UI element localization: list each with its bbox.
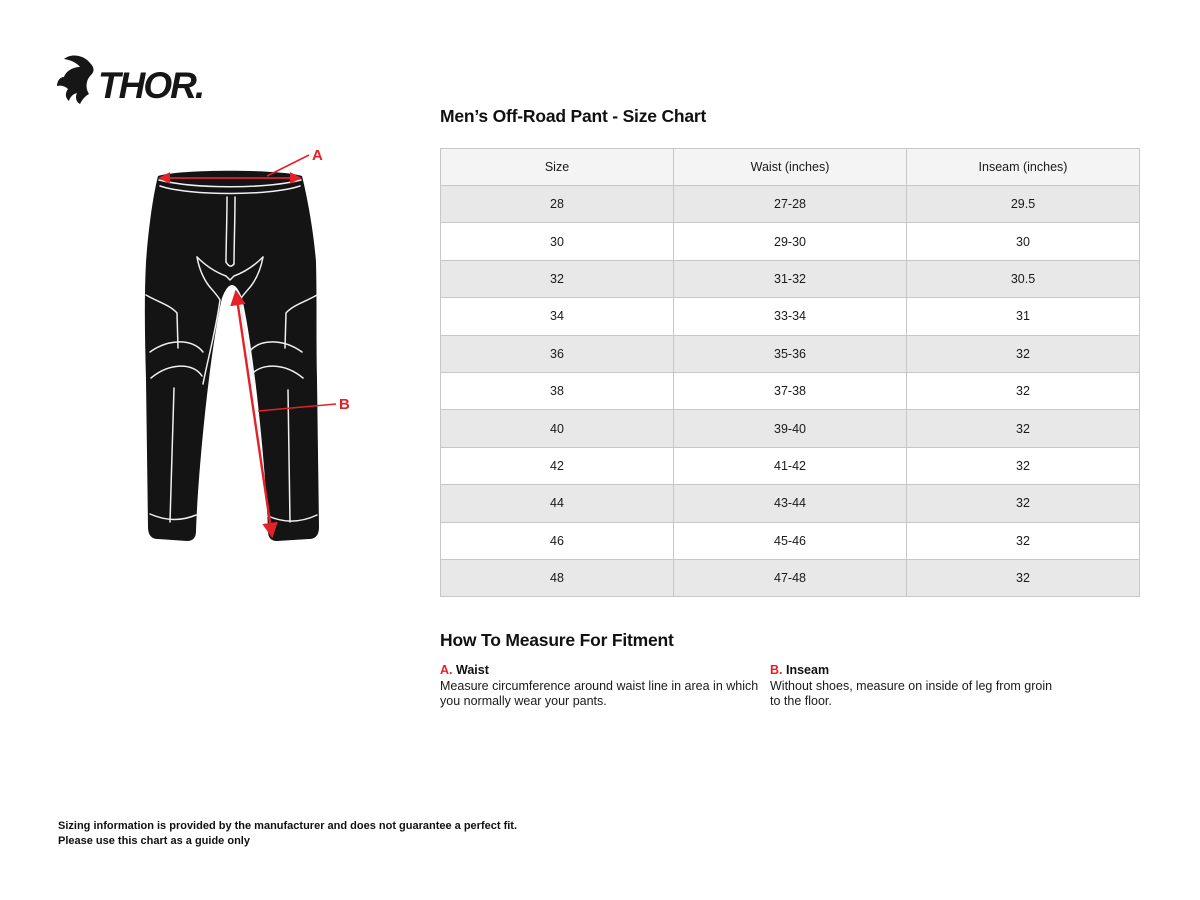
table-cell: 32 [907,372,1140,409]
table-cell: 38 [441,372,674,409]
table-row [441,485,1140,522]
table-cell: 32 [907,410,1140,447]
inseam-label-b: B [339,396,350,413]
size-chart-section [440,106,1140,597]
measure-title-inseam: Inseam [785,663,830,677]
table-cell: 35-36 [674,335,907,372]
measure-desc-inseam: Without shoes, measure on inside of leg from groin to the floor. [770,679,1053,708]
table-cell: 34 [441,298,674,335]
table-row [441,298,1140,335]
disclaimer-line-2: Please use this chart as a guide only [58,835,250,847]
table-row [441,559,1140,596]
waist-pointer-line [267,155,309,176]
table-cell: 32 [907,522,1140,559]
table-cell: 31 [907,298,1140,335]
table-cell: 29-30 [674,223,907,260]
table-cell: 39-40 [674,410,907,447]
table-cell: 40 [441,410,674,447]
table-row [441,372,1140,409]
table-cell: 32 [907,559,1140,596]
column-header: Waist (inches) [674,149,907,186]
table-row [441,335,1140,372]
measure-letter-a: A. [440,663,453,677]
thor-goat-icon [57,56,94,104]
table-cell: 48 [441,559,674,596]
table-cell: 33-34 [674,298,907,335]
table-cell: 29.5 [907,186,1140,223]
table-cell: 31-32 [674,260,907,297]
table-cell: 44 [441,485,674,522]
table-cell: 30.5 [907,260,1140,297]
table-header-row [441,149,1140,186]
measure-label-waist [440,663,760,677]
table-cell: 32 [907,335,1140,372]
column-header: Inseam (inches) [907,149,1140,186]
table-cell: 42 [441,447,674,484]
measure-columns [440,663,1140,733]
table-cell: 30 [907,223,1140,260]
measure-desc-waist: Measure circumference around waist line in area in which you normally wear your pants. [440,679,759,708]
disclaimer [58,819,517,849]
thor-wordmark: THOR. [98,65,204,106]
how-to-measure-section [440,630,1140,733]
measure-letter-b: B. [770,663,783,677]
measure-item-inseam [770,663,1060,709]
table-row [441,410,1140,447]
table-cell: 41-42 [674,447,907,484]
table-cell: 36 [441,335,674,372]
table-cell: 32 [441,260,674,297]
measure-title-waist: Waist [455,663,489,677]
table-row [441,522,1140,559]
table-cell: 45-46 [674,522,907,559]
table-cell: 32 [907,447,1140,484]
table-cell: 27-28 [674,186,907,223]
thor-logo [56,54,206,110]
measure-label-inseam [770,663,1060,677]
table-cell: 30 [441,223,674,260]
table-cell: 32 [907,485,1140,522]
table-row [441,223,1140,260]
table-cell: 37-38 [674,372,907,409]
size-chart-table [440,148,1140,597]
column-header: Size [441,149,674,186]
table-cell: 47-48 [674,559,907,596]
table-row [441,186,1140,223]
table-cell: 28 [441,186,674,223]
table-cell: 43-44 [674,485,907,522]
disclaimer-line-1: Sizing information is provided by the manufacturer and does not guarantee a perfect fit. [58,820,518,832]
page-title: Men’s Off-Road Pant - Size Chart [440,106,707,126]
table-row [441,260,1140,297]
waist-label-a: A [312,147,323,164]
measure-heading: How To Measure For Fitment [440,630,674,650]
measure-item-waist [440,663,760,709]
table-cell: 46 [441,522,674,559]
table-row [441,447,1140,484]
pants-measurement-diagram [95,128,367,560]
